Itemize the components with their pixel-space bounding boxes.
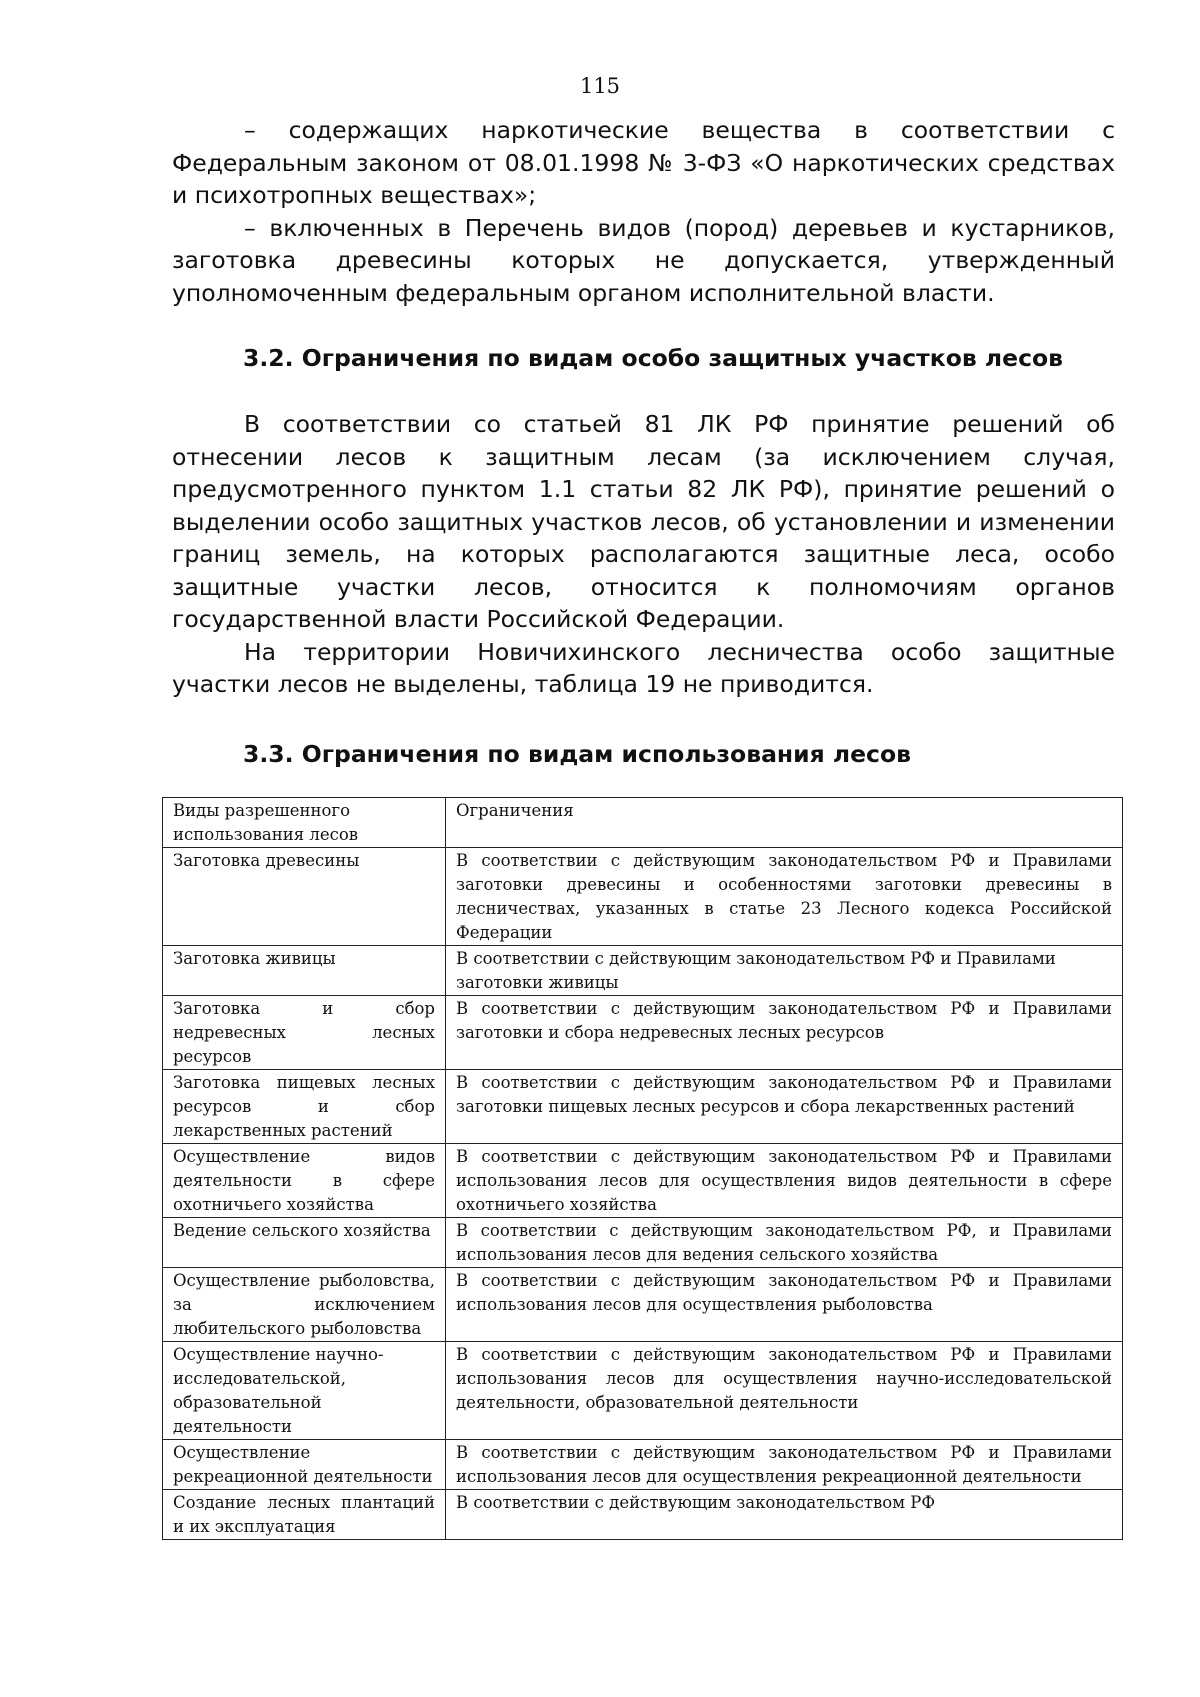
table-cell-use-type: Заготовка пищевых лесных ресурсов и сбор лекарственных растений [163,1070,446,1144]
table-cell-use-type: Заготовка древесины [163,848,446,946]
paragraph: В соответствии со статьей 81 ЛК РФ принятие решений об отнесении лесов к защитным лесам (за исключением случая, предусмотренного пунктом 1.1 статьи 82 ЛК РФ), принятие решений о выделении особо защитных участков лесов, об установлении и изменении границ земель, на которых располагаются защитные леса, особо защитные участки лесов, относится к полномочиям органов государственной власти Российской Федерации. [172,410,1115,633]
table-row [163,1070,1123,1144]
section-heading-3-3: 3.3. Ограничения по видам использования лесов [243,740,911,768]
table-row [163,1490,1123,1540]
table-cell-use-type: Осуществление рыболовства, за исключением любительского рыболовства [163,1268,446,1342]
table-cell-use-type: Осуществление видов деятельности в сфере охотничьего хозяйства [163,1144,446,1218]
table-cell-restriction: В соответствии с действующим законодательством РФ и Правилами заготовки древесины и особенностями заготовки древесины в лесничествах, указанных в статье 23 Лесного кодекса Российской Федерации [446,848,1123,946]
page-number: 115 [579,74,621,98]
table-cell-restriction: В соответствии с действующим законодательством РФ и Правилами заготовки живицы [446,946,1123,996]
table-row [163,946,1123,996]
table-cell-restriction: В соответствии с действующим законодательством РФ, и Правилами использования лесов для ведения сельского хозяйства [446,1218,1123,1268]
table-row [163,1144,1123,1218]
table-header-cell: Виды разрешенного использования лесов [163,798,446,848]
table-cell-use-type: Заготовка живицы [163,946,446,996]
table-cell-restriction: В соответствии с действующим законодательством РФ и Правилами заготовки пищевых лесных ресурсов и сбора лекарственных растений [446,1070,1123,1144]
table-cell-restriction: В соответствии с действующим законодательством РФ [446,1490,1123,1540]
section-3-2-body [172,408,1115,701]
list-item: – содержащих наркотические вещества в соответствии с Федеральным законом от 08.01.1998 № 3-ФЗ «О наркотических средствах и психотропных веществах»; [172,116,1115,209]
table-header-row [163,798,1123,848]
table-row [163,848,1123,946]
forest-use-restrictions-table [162,797,1123,1540]
table-cell-restriction: В соответствии с действующим законодательством РФ и Правилами использования лесов для осуществления видов деятельности в сфере охотничьего хозяйства [446,1144,1123,1218]
table-row [163,1218,1123,1268]
table-cell-restriction: В соответствии с действующим законодательством РФ и Правилами заготовки и сбора недревесных лесных ресурсов [446,996,1123,1070]
table-cell-restriction: В соответствии с действующим законодательством РФ и Правилами использования лесов для осуществления научно-исследовательской деятельности, образовательной деятельности [446,1342,1123,1440]
list-continuation [172,114,1115,309]
section-heading-3-2: 3.2. Ограничения по видам особо защитных участков лесов [243,344,1064,372]
table-cell-use-type: Заготовка и сбор недревесных лесных ресурсов [163,996,446,1070]
table-cell-use-type: Ведение сельского хозяйства [163,1218,446,1268]
table-row [163,1342,1123,1440]
table-row [163,1268,1123,1342]
table-row [163,1440,1123,1490]
list-item: – включенных в Перечень видов (пород) деревьев и кустарников, заготовка древесины которых не допускается, утвержденный уполномоченным федеральным органом исполнительной власти. [172,213,1115,307]
table-cell-use-type: Осуществление научно-исследовательской, образовательной деятельности [163,1342,446,1440]
table-cell-use-type: Осуществление рекреационной деятельности [163,1440,446,1490]
table-cell-restriction: В соответствии с действующим законодательством РФ и Правилами использования лесов для осуществления рыболовства [446,1268,1123,1342]
paragraph: На территории Новичихинского лесничества особо защитные участки лесов не выделены, таблица 19 не приводится. [172,637,1115,698]
table-header-cell: Ограничения [446,798,1123,848]
table-cell-restriction: В соответствии с действующим законодательством РФ и Правилами использования лесов для осуществления рекреационной деятельности [446,1440,1123,1490]
table-cell-use-type: Создание лесных плантаций и их эксплуатация [163,1490,446,1540]
table-row [163,996,1123,1070]
